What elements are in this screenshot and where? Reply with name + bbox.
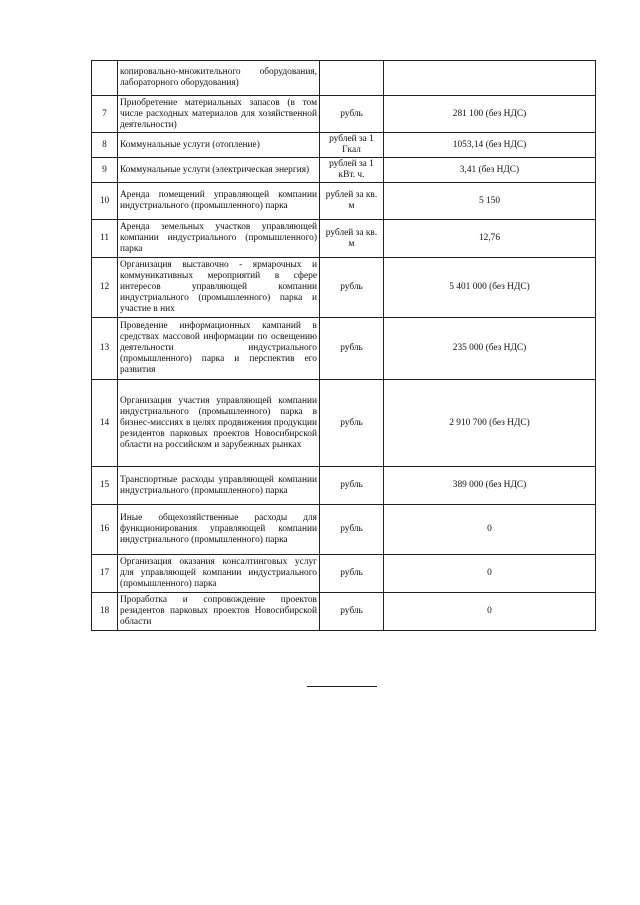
table-row (92, 318, 596, 380)
row-value (384, 61, 596, 96)
row-value: 5 150 (384, 183, 596, 220)
row-number: 8 (92, 133, 118, 158)
row-value: 5 401 000 (без НДС) (384, 258, 596, 318)
row-number: 7 (92, 96, 118, 133)
table-row (92, 505, 596, 555)
row-name: Транспортные расходы управляющей компании индустриального (промышленного) парка (118, 467, 320, 505)
row-unit: рублей за кв. м (320, 183, 384, 220)
row-number (92, 61, 118, 96)
row-value: 235 000 (без НДС) (384, 318, 596, 380)
table-row (92, 96, 596, 133)
row-unit (320, 61, 384, 96)
row-unit: рубль (320, 318, 384, 380)
row-name: Иные общехозяйственные расходы для функционирования управляющей компании индустриального (промышленного) парка (118, 505, 320, 555)
table-row (92, 555, 596, 593)
row-unit: рубль (320, 380, 384, 467)
row-number: 10 (92, 183, 118, 220)
row-number: 11 (92, 220, 118, 258)
row-unit: рублей за 1 кВт. ч. (320, 158, 384, 183)
row-value: 0 (384, 505, 596, 555)
table-row (92, 133, 596, 158)
row-number: 15 (92, 467, 118, 505)
table-row (92, 258, 596, 318)
row-unit: рубль (320, 467, 384, 505)
table-row (92, 158, 596, 183)
row-number: 13 (92, 318, 118, 380)
row-name: Организация выставочно - ярмарочных и коммуникативных мероприятий в сфере интересов управляющей компании индустриального (промышленного) парка и участие в них (118, 258, 320, 318)
row-unit: рубль (320, 96, 384, 133)
row-name: Коммунальные услуги (отопление) (118, 133, 320, 158)
row-value: 2 910 700 (без НДС) (384, 380, 596, 467)
row-value: 281 100 (без НДС) (384, 96, 596, 133)
row-unit: рубль (320, 555, 384, 593)
table-row (92, 183, 596, 220)
row-name: Проработка и сопровождение проектов резидентов парковых проектов Новосибирской области (118, 593, 320, 631)
row-number: 16 (92, 505, 118, 555)
row-name: копировально-множительного оборудования, лабораторного оборудования) (118, 61, 320, 96)
table-row (92, 467, 596, 505)
row-number: 14 (92, 380, 118, 467)
row-name: Приобретение материальных запасов (в том числе расходных материалов для хозяйственной деятельности) (118, 96, 320, 133)
table-row (92, 380, 596, 467)
row-name: Организация оказания консалтинговых услуг для управляющей компании индустриального (промышленного) парка (118, 555, 320, 593)
cost-table (91, 60, 596, 631)
row-unit: рублей за 1 Гкал (320, 133, 384, 158)
row-name: Коммунальные услуги (электрическая энергия) (118, 158, 320, 183)
row-value: 12,76 (384, 220, 596, 258)
row-unit: рубль (320, 258, 384, 318)
row-value: 1053,14 (без НДС) (384, 133, 596, 158)
end-separator-line (307, 686, 377, 687)
row-unit: рублей за кв. м (320, 220, 384, 258)
row-value: 0 (384, 555, 596, 593)
row-unit: рубль (320, 505, 384, 555)
row-value: 3,41 (без НДС) (384, 158, 596, 183)
row-number: 12 (92, 258, 118, 318)
row-number: 9 (92, 158, 118, 183)
row-value: 0 (384, 593, 596, 631)
row-name: Проведение информационных кампаний в средствах массовой информации по освещению деятельности индустриального (промышленного) парка и перспектив его развития (118, 318, 320, 380)
row-unit: рубль (320, 593, 384, 631)
row-name: Организация участия управляющей компании индустриального (промышленного) парка в бизнес-миссиях в целях продвижения продукции резидентов парковых проектов Новосибирской области на российском и зарубежных рынках (118, 380, 320, 467)
row-name: Аренда земельных участков управляющей компании индустриального (промышленного) парка (118, 220, 320, 258)
row-number: 17 (92, 555, 118, 593)
table-row (92, 220, 596, 258)
table-row (92, 593, 596, 631)
row-number: 18 (92, 593, 118, 631)
row-value: 389 000 (без НДС) (384, 467, 596, 505)
row-name: Аренда помещений управляющей компании индустриального (промышленного) парка (118, 183, 320, 220)
table-row (92, 61, 596, 96)
